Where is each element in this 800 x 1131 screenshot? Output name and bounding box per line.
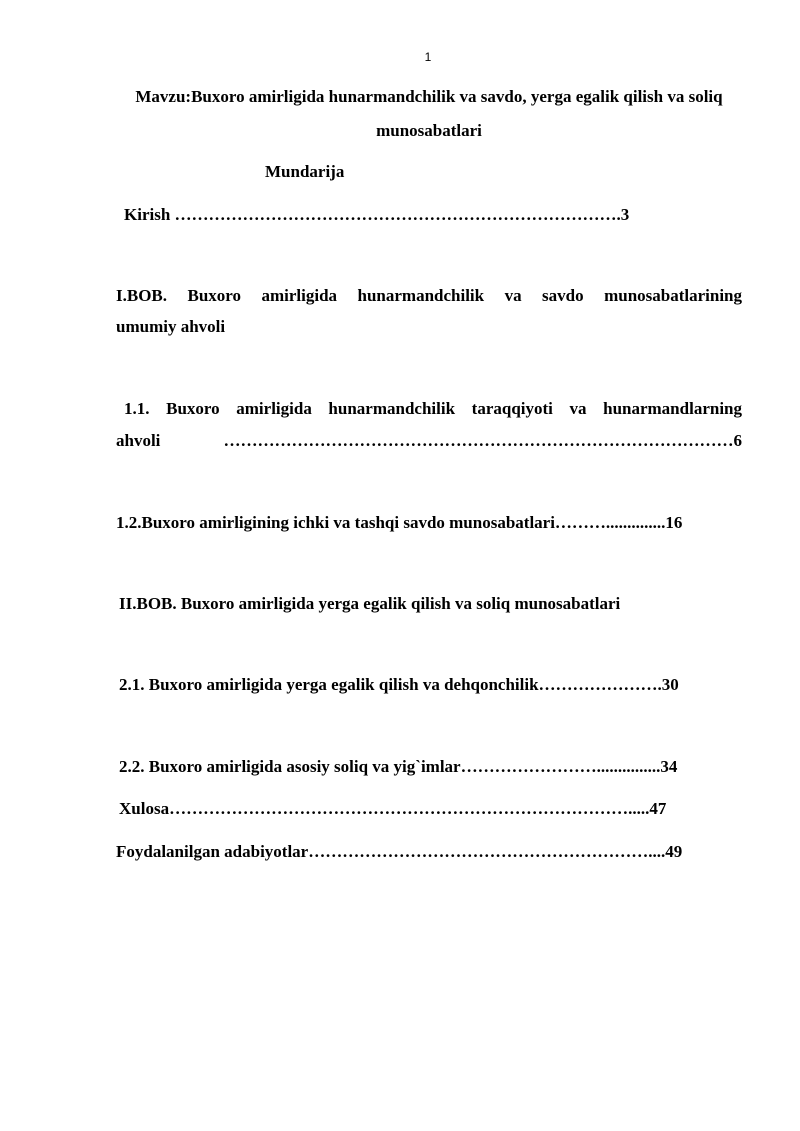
toc-entry-conclusion: Xulosa……………………………………………………………………….....47: [119, 799, 667, 818]
page-number: 1: [424, 50, 432, 64]
toc-chapter-1-line2: umumiy ahvoli: [116, 317, 226, 336]
toc-chapter-2: II.BOB. Buxoro amirligida yerga egalik qilish va soliq munosabatlari: [119, 594, 621, 613]
toc-section-1-1-line1: 1.1. Buxoro amirligida hunarmandchilik taraqqiyoti va hunarmandlarning: [124, 399, 742, 418]
toc-heading: Mundarija: [265, 162, 345, 181]
toc-entry-references: Foydalanilgan adabiyotlar……………………………………………………....49: [116, 842, 683, 861]
toc-section-2-1: 2.1. Buxoro amirligida yerga egalik qilish va dehqonchilik………………….30: [119, 675, 679, 694]
toc-entry-intro: Kirish …………………………………………………………………….3: [124, 205, 630, 224]
toc-section-1-1-line2: ahvoli ………………………………………………………………………………6: [116, 431, 742, 450]
document-title: Mavzu:Buxoro amirligida hunarmandchilik va savdo, yerga egalik qilish va soliq munosabatlari: [135, 87, 723, 140]
toc-chapter-1-line1: I.BOB. Buxoro amirligida hunarmandchilik va savdo munosabatlarining: [116, 286, 742, 305]
toc-section-2-2: 2.2. Buxoro amirligida asosiy soliq va yig`imlar……………………...............34: [119, 757, 678, 776]
toc-section-1-2: 1.2.Buxoro amirligining ichki va tashqi savdo munosabatlari………..............16: [116, 513, 683, 532]
